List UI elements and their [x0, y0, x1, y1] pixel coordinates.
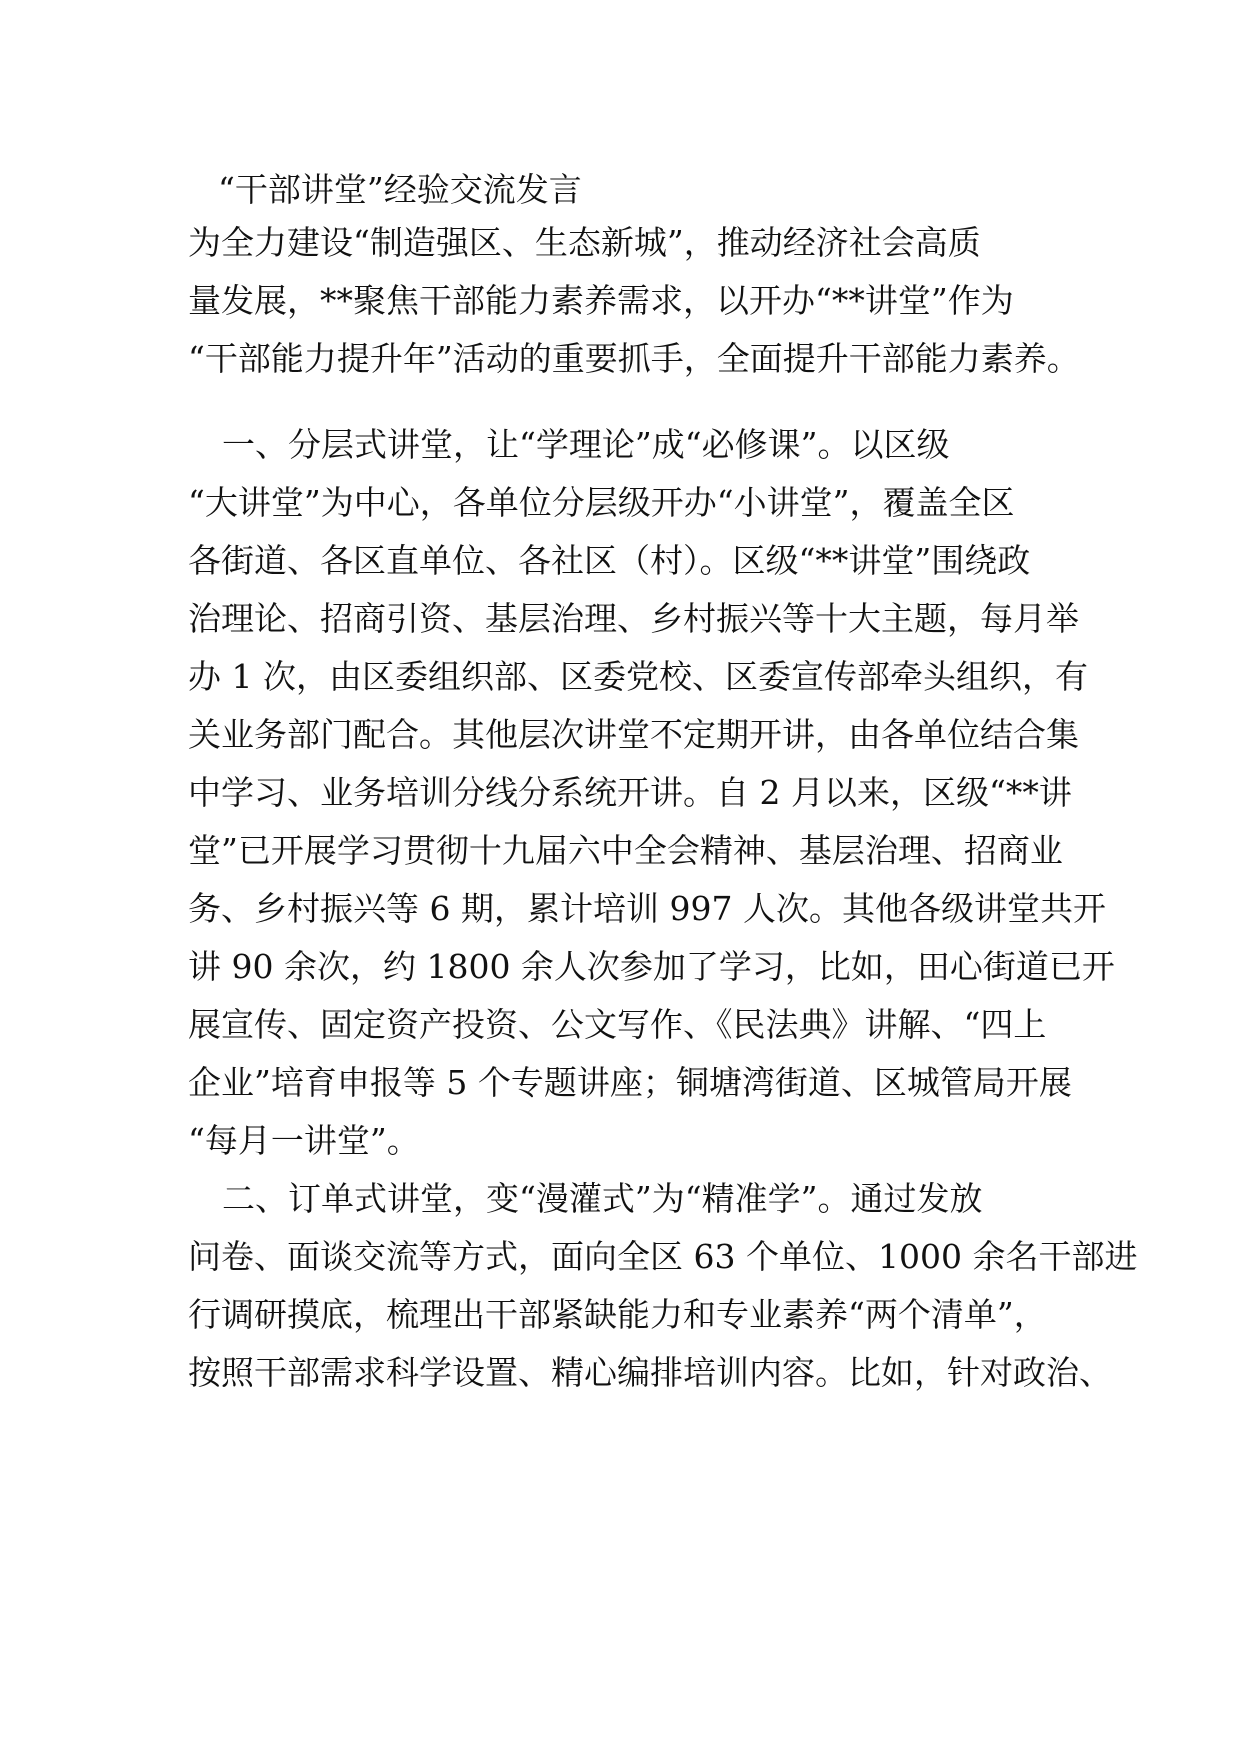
text-line: 各街道、各区直单位、各社区（村）。区级“**讲堂”围绕政: [188, 541, 1031, 580]
text-line: 关业务部门配合。其他层次讲堂不定期开讲，由各单位结合集: [188, 715, 1079, 754]
text-line: 为全力建设“制造强区、生态新城”，推动经济社会高质: [188, 223, 981, 262]
text-line: 行调研摸底，梳理出干部紧缺能力和专业素养“两个清单”，: [188, 1295, 1047, 1334]
text-line: “每月一讲堂”。: [188, 1121, 420, 1160]
text-line: 堂”已开展学习贯彻十九届六中全会精神、基层治理、招商业: [188, 831, 1063, 870]
text-line: 务、乡村振兴等 6 期，累计培训 997 人次。其他各级讲堂共开: [188, 889, 1106, 928]
document-title: “干部讲堂”经验交流发言: [218, 170, 582, 209]
text-line: 讲 90 余次，约 1800 余人次参加了学习，比如，田心街道已开: [188, 947, 1115, 986]
text-line: 量发展，**聚焦干部能力素养需求，以开办“**讲堂”作为: [188, 281, 1014, 320]
text-line: “大讲堂”为中心，各单位分层级开办“小讲堂”，覆盖全区: [188, 483, 1015, 522]
text-line: 问卷、面谈交流等方式，面向全区 63 个单位、1000 余名干部进: [188, 1237, 1138, 1276]
section-heading-line: 一、分层式讲堂，让“学理论”成“必修课”。以区级: [222, 425, 950, 464]
text-line: 企业”培育申报等 5 个专题讲座；铜塘湾街道、区城管局开展: [188, 1063, 1072, 1102]
text-line: 中学习、业务培训分线分系统开讲。自 2 月以来，区级“**讲: [188, 773, 1072, 812]
text-line: 办 1 次，由区委组织部、区委党校、区委宣传部牵头组织，有: [188, 657, 1088, 696]
section-heading-line: 二、订单式讲堂，变“漫灌式”为“精准学”。通过发放: [222, 1179, 983, 1218]
text-line: 治理论、招商引资、基层治理、乡村振兴等十大主题，每月举: [188, 599, 1079, 638]
text-line: “干部能力提升年”活动的重要抓手，全面提升干部能力素养。: [188, 339, 1080, 378]
text-line: 展宣传、固定资产投资、公文写作、《民法典》讲解、“四上: [188, 1005, 1047, 1044]
text-line: 按照干部需求科学设置、精心编排培训内容。比如，针对政治、: [188, 1353, 1112, 1392]
